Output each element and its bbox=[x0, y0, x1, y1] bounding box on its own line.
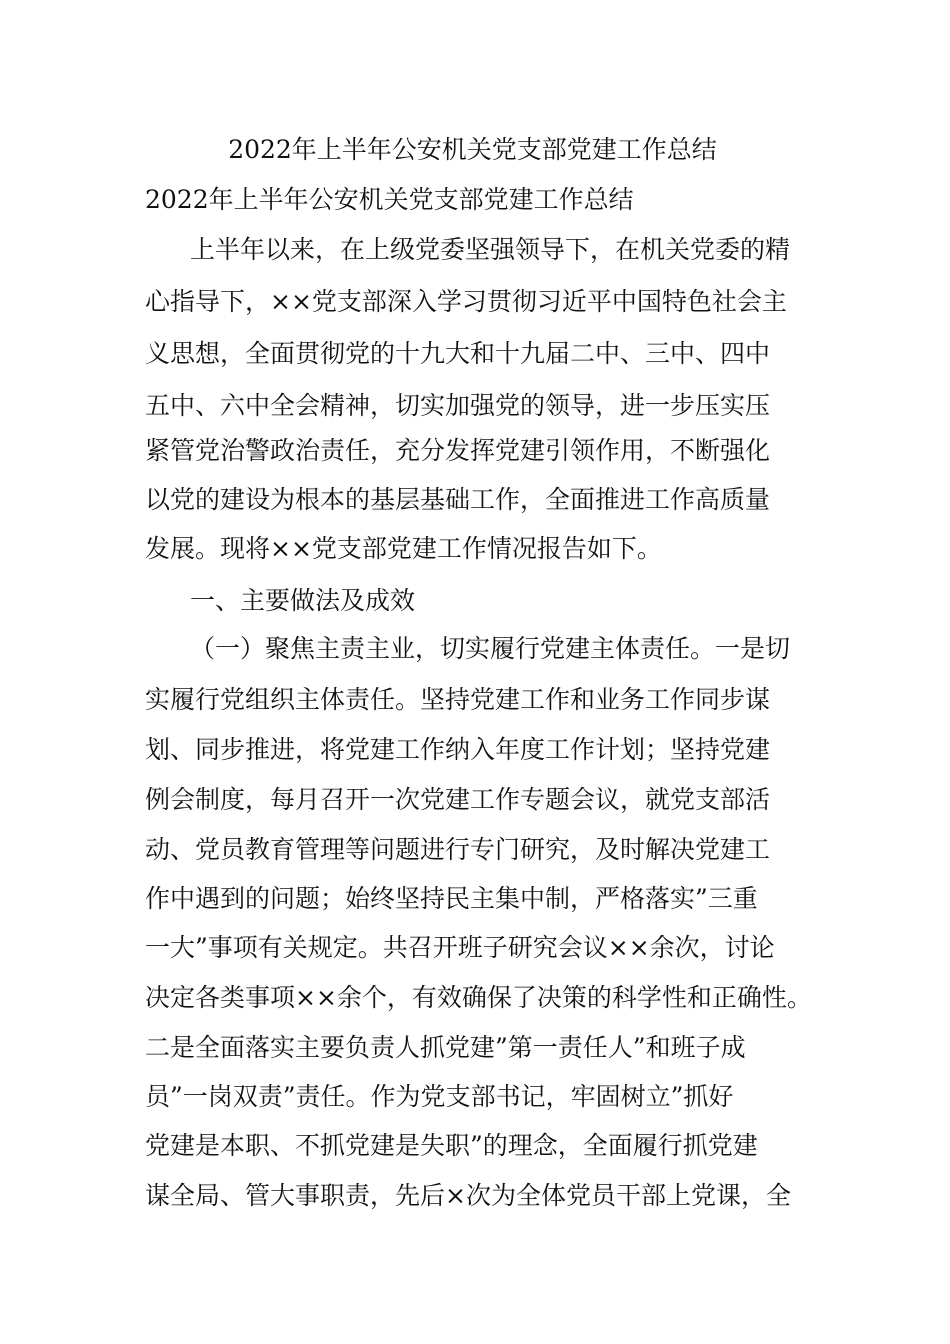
paragraph-line: （一）聚焦主责主业，切实履行党建主体责任。一是切 bbox=[190, 634, 791, 663]
paragraph-line: 上半年以来，在上级党委坚强领导下，在机关党委的精 bbox=[190, 235, 791, 264]
paragraph-line: 例会制度，每月召开一次党建工作专题会议，就党支部活 bbox=[145, 785, 771, 814]
paragraph-line: 划、同步推进，将党建工作纳入年度工作计划；坚持党建 bbox=[145, 735, 771, 764]
document-title-left: 2022年上半年公安机关党支部党建工作总结 bbox=[145, 185, 634, 214]
paragraph-line: 一大”事项有关规定。共召开班子研究会议××余次，讨论 bbox=[145, 933, 775, 962]
paragraph-line: 实履行党组织主体责任。坚持党建工作和业务工作同步谋 bbox=[145, 685, 771, 714]
section-heading: 一、主要做法及成效 bbox=[190, 586, 416, 615]
paragraph-line: 五中、六中全会精神，切实加强党的领导，进一步压实压 bbox=[145, 391, 771, 420]
paragraph-line: 义思想，全面贯彻党的十九大和十九届二中、三中、四中 bbox=[145, 339, 771, 368]
paragraph-line: 紧管党治警政治责任，充分发挥党建引领作用，不断强化 bbox=[145, 436, 771, 465]
paragraph-line: 发展。现将××党支部党建工作情况报告如下。 bbox=[145, 534, 662, 563]
paragraph-line: 员”一岗双责”责任。作为党支部书记，牢固树立”抓好 bbox=[145, 1082, 734, 1111]
paragraph-line: 二是全面落实主要负责人抓党建”第一责任人”和班子成 bbox=[145, 1033, 746, 1062]
paragraph-line: 心指导下，××党支部深入学习贯彻习近平中国特色社会主 bbox=[145, 287, 787, 316]
paragraph-line: 作中遇到的问题；始终坚持民主集中制，严格落实”三重 bbox=[145, 884, 758, 913]
paragraph-line: 谋全局、管大事职责，先后×次为全体党员干部上党课，全 bbox=[145, 1181, 791, 1210]
paragraph-line: 决定各类事项××余个，有效确保了决策的科学性和正确性。 bbox=[145, 983, 812, 1012]
document-title-centered: 2022年上半年公安机关党支部党建工作总结 bbox=[228, 135, 717, 164]
paragraph-line: 党建是本职、不抓党建是失职”的理念，全面履行抓党建 bbox=[145, 1131, 758, 1160]
paragraph-line: 动、党员教育管理等问题进行专门研究，及时解决党建工 bbox=[145, 835, 771, 864]
paragraph-line: 以党的建设为根本的基层基础工作，全面推进工作高质量 bbox=[145, 485, 771, 514]
